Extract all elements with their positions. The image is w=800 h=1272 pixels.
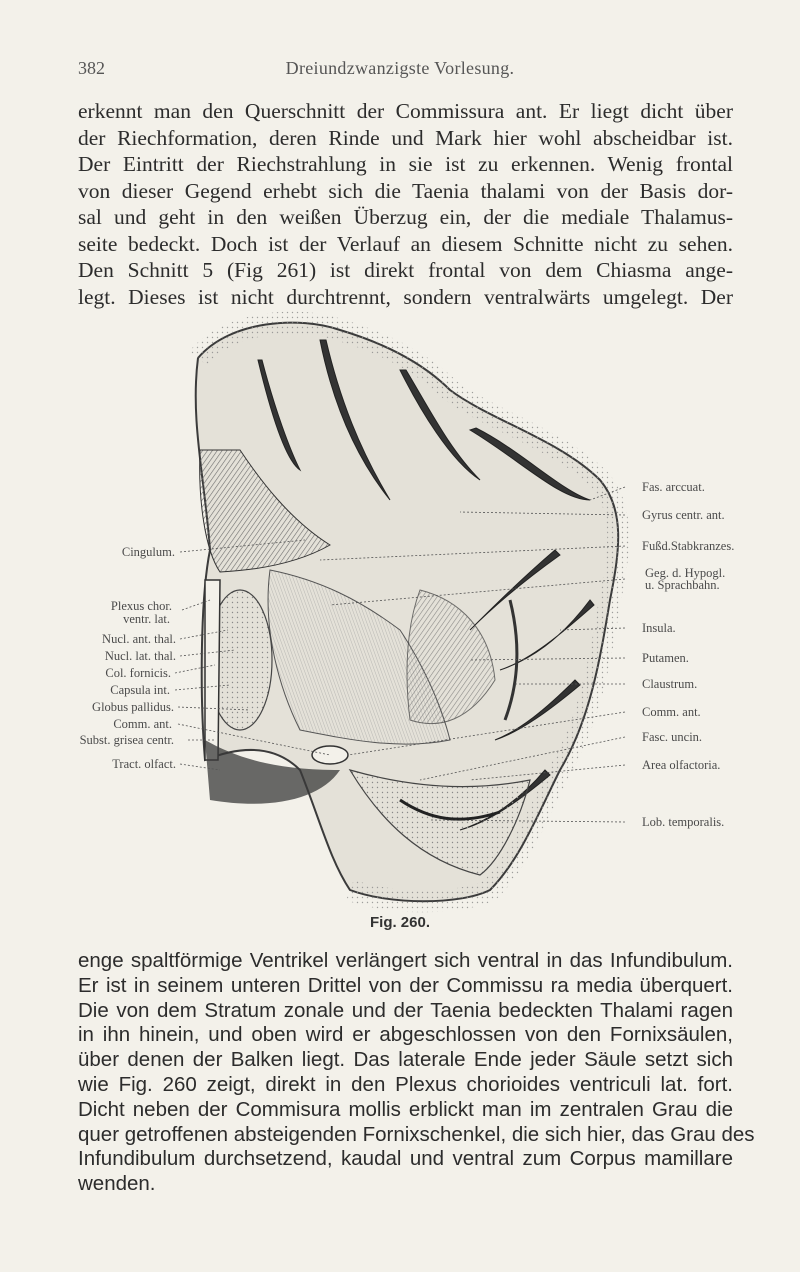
label-nucl-lat: Nucl. lat. thal. bbox=[104, 649, 176, 663]
label-fasc-uncin: Fasc. uncin. bbox=[642, 730, 703, 744]
running-title: Dreiundzwanzigste Vorlesung. bbox=[285, 58, 515, 78]
figure-caption: Fig. 260. bbox=[369, 914, 431, 931]
text-line: quer getroffenen absteigenden Fornixschenkel, die sich hier, das Grau des bbox=[78, 1122, 755, 1146]
label-cingulum: Cingulum. bbox=[121, 545, 175, 559]
label-tract-olfact: Tract. olfact. bbox=[112, 757, 176, 771]
brain-section-figure bbox=[0, 300, 800, 920]
text-line: der Riechformation, deren Rinde und Mark hier wohl abscheidbar ist. bbox=[78, 125, 733, 150]
label-fas-arccuat: Fas. arccuat. bbox=[642, 480, 705, 494]
label-fussd-stabkranzes: Fußd.Stabkranzes. bbox=[642, 539, 735, 553]
text-line: legt. Dieses ist nicht durchtrennt, sondern ventralwärts umgelegt. Der bbox=[78, 284, 733, 309]
label-putamen: Putamen. bbox=[642, 651, 689, 665]
label-gyrus-centr: Gyrus centr. ant. bbox=[642, 508, 725, 522]
paragraph-bottom bbox=[78, 949, 755, 1197]
text-line: seite bedeckt. Doch ist der Verlauf an diesem Schnitte nicht zu sehen. bbox=[78, 231, 733, 256]
label-comm-ant-right: Comm. ant. bbox=[642, 705, 701, 719]
label-geg-hypogl: Geg. d. Hypogl. bbox=[645, 566, 726, 580]
label-plexus-1: Plexus chor. bbox=[110, 599, 172, 613]
label-globus: Globus pallidus. bbox=[92, 700, 174, 714]
label-subst-grisea: Subst. grisea centr. bbox=[79, 733, 174, 747]
text-line: sal und geht in den weißen Überzug ein, der die mediale Thalamus- bbox=[78, 205, 733, 229]
text-line: von dieser Gegend erhebt sich die Taenia thalami von der Basis dor- bbox=[78, 178, 733, 203]
page-number: 382 bbox=[78, 58, 105, 78]
text-line: Die von dem Stratum zonale und der Taenia bedeckten Thalami ragen bbox=[78, 998, 733, 1022]
label-col-fornicis: Col. fornicis. bbox=[105, 666, 171, 680]
label-area-olfactoria: Area olfactoria. bbox=[642, 758, 721, 772]
ventricle bbox=[205, 580, 220, 760]
label-comm-ant-left: Comm. ant. bbox=[113, 717, 172, 731]
label-sprachbahn: u. Sprachbahn. bbox=[645, 578, 720, 592]
label-lob-temporalis: Lob. temporalis. bbox=[642, 815, 725, 829]
label-insula: Insula. bbox=[642, 621, 676, 635]
text-line: Den Schnitt 5 (Fig 261) ist direkt frontal von dem Chiasma ange- bbox=[78, 258, 733, 282]
text-line: Der Eintritt der Riechstrahlung in sie ist zu erkennen. Wenig frontal bbox=[78, 152, 733, 176]
text-line: Er ist in seinem unteren Drittel von der Commissu ra media überquert. bbox=[78, 973, 733, 997]
text-line: Infundibulum durchsetzend, kaudal und ventral zum Corpus mamillare bbox=[78, 1147, 733, 1171]
label-claustrum: Claustrum. bbox=[642, 677, 698, 691]
text-line: wenden. bbox=[78, 1172, 156, 1196]
text-line: in ihn hinein, und oben wird er abgeschlossen von den Fornixsäulen, bbox=[78, 1023, 733, 1047]
label-nucl-ant: Nucl. ant. thal. bbox=[102, 632, 176, 646]
paragraph-top bbox=[78, 98, 733, 310]
label-plexus-2: ventr. lat. bbox=[123, 612, 170, 626]
text-line: enge spaltförmige Ventrikel verlängert sich ventral in das Infundibulum. bbox=[78, 949, 733, 972]
commissura-anterior bbox=[312, 746, 348, 764]
text-line: wie Fig. 260 zeigt, direkt in den Plexus chorioides ventriculi lat. fort. bbox=[78, 1072, 733, 1096]
text-line: erkennt man den Querschnitt der Commissura ant. Er liegt dicht über bbox=[78, 99, 733, 123]
text-line: Dicht neben der Commisura mollis erblickt man im zentralen Grau die bbox=[78, 1097, 733, 1121]
text-line: über denen der Balken liegt. Das laterale Ende jeder Säule setzt sich bbox=[78, 1048, 733, 1072]
label-capsula: Capsula int. bbox=[110, 683, 170, 697]
page-header bbox=[0, 58, 800, 82]
